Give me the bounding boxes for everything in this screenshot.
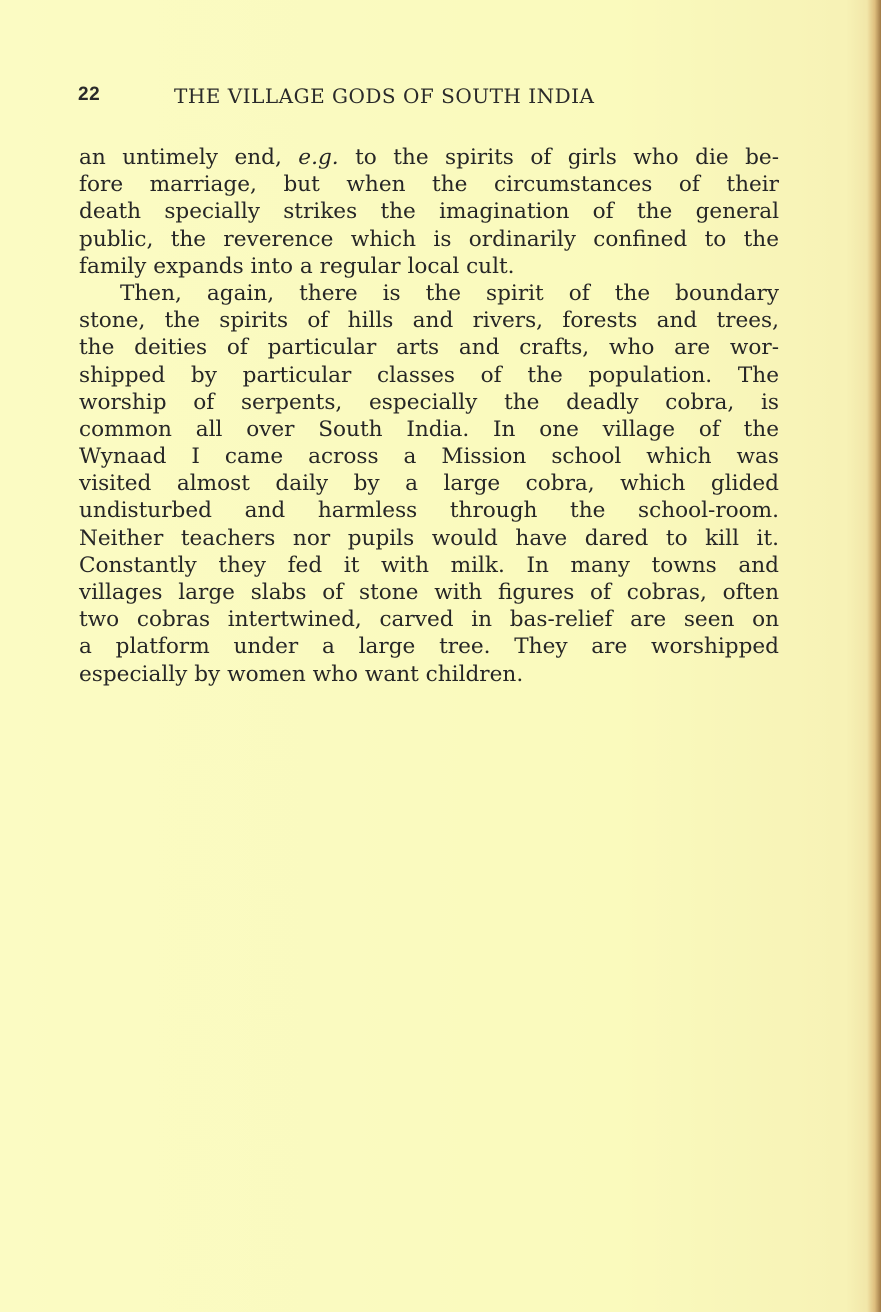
text-line: two cobras intertwined, carved in bas-relief are seen on: [79, 607, 779, 633]
text-fragment: an untimely end,: [79, 145, 299, 170]
running-title: THE VILLAGE GODS OF SOUTH INDIA: [174, 84, 595, 108]
text-line: Then, again, there is the spirit of the boundary: [120, 280, 779, 306]
text-line: shipped by particular classes of the population. The: [79, 362, 779, 388]
text-line: worship of serpents, especially the deadly cobra, is: [79, 389, 779, 415]
text-line: the deities of particular arts and crafts, who are wor-: [79, 335, 779, 361]
text-line: family expands into a regular local cult.: [79, 253, 515, 279]
body-text: [79, 144, 779, 688]
text-line: [79, 144, 779, 171]
text-line: undisturbed and harmless through the school-room.: [79, 498, 779, 524]
text-line: death specially strikes the imagination of the general: [79, 199, 779, 225]
text-line: a platform under a large tree. They are worshipped: [79, 634, 779, 660]
page-edge-shadow: [867, 0, 881, 1312]
text-line: common all over South India. In one village of the: [79, 416, 779, 442]
italic-abbreviation: e.g.: [298, 145, 339, 170]
text-line: stone, the spirits of hills and rivers, forests and trees,: [79, 308, 779, 334]
text-line: public, the reverence which is ordinarily confined to the: [79, 226, 779, 252]
page-number: 22: [78, 84, 101, 105]
running-head: [78, 84, 698, 110]
text-line: visited almost daily by a large cobra, which glided: [79, 471, 779, 497]
text-line: fore marriage, but when the circumstances of their: [79, 172, 779, 198]
text-fragment: to the spirits of girls who die be-: [338, 145, 779, 170]
text-line: especially by women who want children.: [79, 661, 524, 687]
text-line: villages large slabs of stone with figures of cobras, often: [79, 580, 779, 605]
text-line: Neither teachers nor pupils would have dared to kill it.: [79, 525, 779, 551]
text-line: Wynaad I came across a Mission school which was: [79, 444, 779, 470]
text-line: Constantly they fed it with milk. In many towns and: [79, 552, 779, 578]
